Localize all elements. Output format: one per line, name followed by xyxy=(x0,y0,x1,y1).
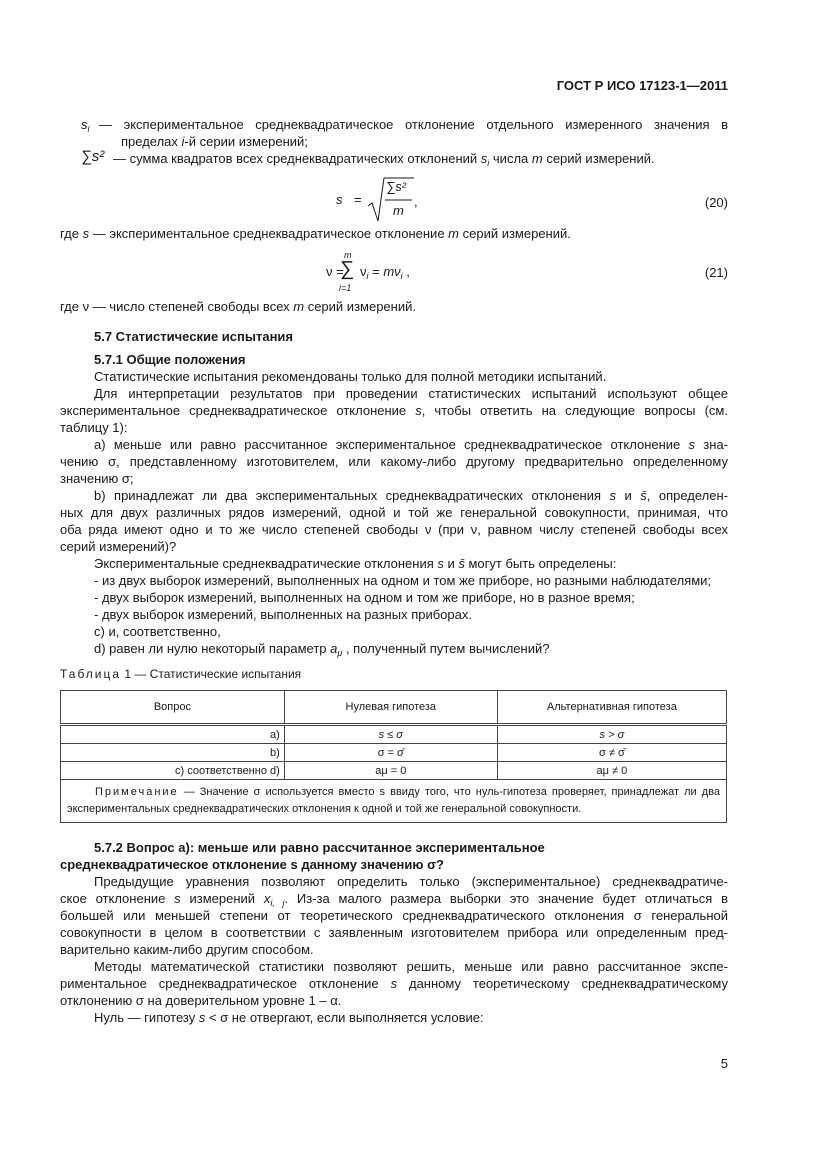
para-exp-deviations: Экспериментальные среднеквадратические отклонения s и s̄ могут быть определены: xyxy=(94,556,617,571)
para-prev-equations-l2: ское отклонение s измерений $x_{i, j}$. Из-за малого размера выборки это значение будет отличаться в xyxy=(60,891,729,908)
question-c: c) и, соответственно, xyxy=(94,624,221,639)
list-item-2: - двух выборок измерений, выполненных на одном и том же приборе, но в разное время; xyxy=(94,590,635,605)
para-prev-equations-l4: совокупности в целом в соответствии с заявленным изготовителем прибора или определенным пред- xyxy=(60,925,728,940)
table-note: Примечание — Значение σ используется вместо s ввиду того, что нуль-гипотеза проверяет, принадлежат ли два экспериментальных среднеквадратических отклонения к одной и той же генеральной совокупности. xyxy=(61,780,727,823)
table-cell: s ≤ σ xyxy=(284,725,497,744)
table-row xyxy=(61,725,727,744)
question-b-l3: оба ряда имеют одно и то же число степеней свободы ν (при ν, равном числу степеней свободы всех xyxy=(60,522,728,537)
question-a: a) меньше или равно рассчитанное экспериментальное среднеквадратическое отклонение s зна- xyxy=(94,437,729,452)
list-item-1: - из двух выборок измерений, выполненных на одном и том же приборе, но разными наблюдателями; xyxy=(94,573,712,588)
def-si-text-cont: пределах i-й серии измерений; xyxy=(121,134,308,149)
table-cell: σ ≠ σ̄ xyxy=(497,744,726,762)
para-interpretation-l3: таблицу 1): xyxy=(60,420,128,435)
para-math-methods-l2: риментальное среднеквадратическое отклонение s данному теоретическому среднеквадратическому xyxy=(60,976,728,991)
question-a-l2: чению σ, представленному изготовителем, или какому-либо другому предварительно определенному xyxy=(60,454,728,469)
def-si-text: — экспериментальное среднеквадратическое отклонение отдельного измеренного значения в xyxy=(99,117,728,132)
page-number: 5 xyxy=(720,1056,728,1071)
section-5-7-2-title-l2: среднеквадратическое отклонение s данному значению σ? xyxy=(60,857,444,872)
para-interpretation-l2: экспериментальное среднеквадратическое отклонение s, чтобы ответить на следующие вопросы (см. xyxy=(60,403,728,418)
eq20-numerator: ∑s² xyxy=(386,179,407,194)
document-header-title: ГОСТ Р ИСО 17123-1—2011 xyxy=(556,78,728,93)
section-5-7-title: 5.7 Статистические испытания xyxy=(94,329,293,344)
question-b-l4: серий измерений)? xyxy=(60,539,177,554)
section-5-7-2-title: 5.7.2 Вопрос а): меньше или равно рассчитанное экспериментальное xyxy=(94,840,545,855)
table-1 xyxy=(60,690,727,823)
para-math-methods-l3: отклонению σ на доверительном уровне 1 – α. xyxy=(60,993,342,1008)
table-header-question: Вопрос xyxy=(61,691,285,725)
equation-21-number: (21) xyxy=(704,265,728,280)
question-b: b) принадлежат ли два экспериментальных среднеквадратических отклонения s и s̄, определен- xyxy=(94,488,728,503)
section-5-7-1-title: 5.7.1 Общие положения xyxy=(94,352,246,367)
def-sum-text: — сумма квадратов всех среднеквадратических отклонений $s_i$ числа m серий измерений. xyxy=(113,151,655,168)
para-prev-equations-l5: варительно каким-либо другим способом. xyxy=(60,942,314,957)
table-1-caption: Таблица 1 — Статистические испытания xyxy=(60,667,302,681)
def-si-symbol: $s_i$ xyxy=(81,117,90,134)
table-cell: σ = σ̄ xyxy=(284,744,497,762)
table-cell: aμ ≠ 0 xyxy=(497,762,726,780)
table-row xyxy=(61,744,727,762)
eq20-denominator: m xyxy=(393,203,404,218)
table-header-null: Нулевая гипотеза xyxy=(284,691,497,725)
eq21-where: где ν — число степеней свободы всех m серий измерений. xyxy=(60,299,416,314)
table-note-row xyxy=(61,780,727,823)
equation-20-number: (20) xyxy=(704,195,728,210)
question-d: d) равен ли нулю некоторый параметр $a_\mu$ , полученный путем вычислений? xyxy=(94,641,550,658)
table-cell: a) xyxy=(61,725,285,744)
table-cell: c) соответственно d) xyxy=(61,762,285,780)
table-cell: b) xyxy=(61,744,285,762)
para-math-methods: Методы математической статистики позволяют решить, меньше или равно рассчитанное экспе- xyxy=(94,959,728,974)
table-header-alt: Альтернативная гипотеза xyxy=(497,691,726,725)
para-interpretation: Для интерпретации результатов при проведении статистических испытаний используют общее xyxy=(94,386,728,401)
question-a-l3: значению σ; xyxy=(60,471,134,486)
equation-20: s = ∑s² m , xyxy=(336,176,456,224)
def-sum-symbol: ∑s² xyxy=(81,148,105,165)
table-header-row xyxy=(61,691,727,725)
table-cell: aμ = 0 xyxy=(284,762,497,780)
para-prev-equations-l3: большей или меньшей степени от теоретического среднеквадратического отклонения σ генеральной xyxy=(60,908,728,923)
question-b-l2: ных для двух различных рядов измерений, одной и той же генеральной совокупности, принимая, что xyxy=(60,505,728,520)
equation-21: ν = m ∑ i=1 $\nu_i = m\nu_i$ , xyxy=(326,250,410,293)
list-item-3: - двух выборок измерений, выполненных на разных приборах. xyxy=(94,607,472,622)
table-row xyxy=(61,762,727,780)
para-null-hypothesis: Нуль — гипотезу s < σ не отвергают, если выполняется условие: xyxy=(94,1010,484,1025)
table-cell: s > σ xyxy=(497,725,726,744)
para-prev-equations: Предыдущие уравнения позволяют определить только (экспериментальное) среднеквадратиче- xyxy=(94,874,728,889)
eq20-where: где s — экспериментальное среднеквадратическое отклонение m серий измерений. xyxy=(60,226,571,241)
para-statistical-tests: Статистические испытания рекомендованы только для полной методики испытаний. xyxy=(94,369,607,384)
